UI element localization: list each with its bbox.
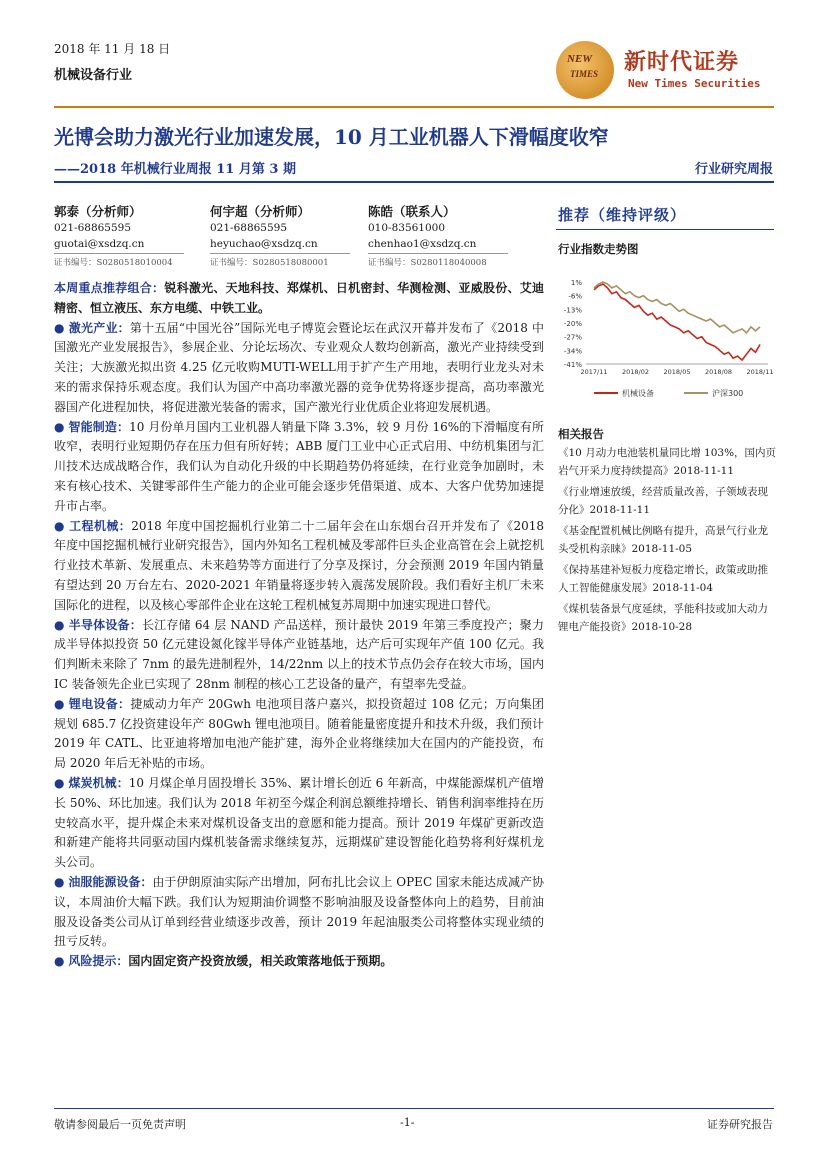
analyst-card	[54, 204, 184, 271]
sidebar-rule	[556, 229, 774, 230]
analyst-email[interactable]: guotai@xsdzq.cn	[54, 238, 145, 250]
related-report-text: 《保持基建补短板力度稳定增长，政策或助推人工智能健康发展》	[558, 564, 768, 594]
related-report-date: 2018-10-28	[631, 621, 693, 633]
related-report-item[interactable]	[558, 522, 778, 558]
y-tick-label: -6%	[568, 292, 582, 301]
bullet-icon: ●	[54, 954, 65, 969]
section-paragraph	[54, 774, 544, 873]
footer-rule	[54, 1108, 774, 1109]
section-label: 工程机械：	[69, 518, 132, 533]
y-tick-label: -41%	[563, 361, 582, 369]
section-text: 10 月煤企单月固投增长 35%、累计增长创近 6 年新高，中煤能源煤机产值增长 50%、环比加速。我们认为 2018 年初至今煤企利润总额维持增长、销售利润率维持在历史较高水平，提升煤企未来对煤机设备支出的意愿和能力提高。预计 2019 年煤矿更新改造和新建产能将共同驱动国内煤机装备需求继续复苏，远期煤矿建设智能化趋势将利好煤机龙头公司。	[54, 775, 544, 870]
analyst-cert: 证书编号：S0280118040008	[368, 253, 508, 271]
page-number: -1-	[400, 1116, 415, 1129]
footer-disclaimer: 敬请参阅最后一页免责声明	[54, 1118, 186, 1131]
related-reports-title: 相关报告	[558, 427, 604, 441]
section-text: 2018 年度中国挖掘机行业第二十二届年会在山东烟台召开并发布了《2018 年度中国挖掘机械行业研究报告》，国内外知名工程机械及零部件巨头企业高管在会上就挖机行业技术革新、发展重点、未来趋势等方面进行了分享及探讨，分会预测 2019 年国内销量有望达到 20 万台左右、2020-2021 年销量将逐步转入震荡发展阶段。我们看好主机厂未来国际化的进程，以及核心零部件企业在这轮工程机械复苏周期中加速实现进口替代。	[54, 518, 544, 612]
section-paragraph	[54, 517, 544, 616]
risk-paragraph	[54, 952, 544, 972]
related-report-item[interactable]	[558, 483, 778, 519]
section-text: 捷威动力年产 20Gwh 电池项目落户嘉兴，拟投资超过 108 亿元；万向集团规划 685.7 亿投资建设年产 80Gwh 锂电池项目。随着能量密度提升和技术升级，我们预计 2019 年 CATL、比亚迪将增加电池产能扩建，海外企业将继续加大在国内的产能投资，布局 2020 年后无补贴的市场。	[54, 696, 544, 771]
y-tick-label: -20%	[563, 320, 582, 328]
rating-recommendation: 推荐（维持评级）	[558, 206, 687, 224]
y-tick-label: -34%	[563, 347, 582, 356]
section-text: 10 月份单月国内工业机器人销量下降 3.3%，较 9 月份 16%的下滑幅度有所收窄，表明行业短期仍存在压力但有所好转；ABB 厦门工业中心正式启用、中纺机集团与汇川技术达成战略合作，我们认为自动化升级的中长期趋势仍将延续，在行业竞争加剧时，未来有核心技术、关键零部件生产能力的企业可能会逐步凭借渠道、成本、大客户优势加速提升市占率。	[54, 419, 544, 513]
focus-paragraph	[54, 279, 544, 319]
section-label: 油服能源设备：	[68, 874, 153, 889]
section-label: 激光产业：	[68, 320, 130, 335]
analyst-phone: 021-68865595	[210, 222, 288, 234]
x-tick-label: 2018/08	[704, 368, 733, 376]
logo-text-times: TIMES	[570, 69, 599, 79]
related-report-date: 2018-11-05	[631, 543, 693, 555]
analyst-cert: 证书编号：S0280518010004	[54, 253, 184, 271]
x-tick-label: 2018/11	[746, 368, 774, 376]
section-paragraph	[54, 319, 544, 418]
section-paragraph	[54, 616, 544, 695]
risk-label: 风险提示：	[68, 954, 129, 969]
analyst-card	[368, 204, 508, 271]
section-paragraph	[54, 695, 544, 774]
section-label: 锂电设备：	[68, 696, 131, 711]
series-line	[594, 284, 760, 360]
index-chart	[556, 276, 778, 406]
section-label: 半导体设备：	[68, 617, 142, 632]
x-tick-label: 2017/11	[580, 368, 608, 376]
x-tick-label: 2018/05	[663, 368, 691, 376]
related-reports-list	[558, 444, 778, 639]
chart-title: 行业指数走势图	[558, 242, 639, 256]
legend-label: 沪深300	[712, 389, 744, 398]
bullet-icon: ●	[54, 518, 65, 533]
risk-text: 国内固定资产投资放缓，相关政策落地低于预期。	[128, 954, 393, 969]
analyst-email[interactable]: chenhao1@xsdzq.cn	[368, 238, 477, 250]
header-rule	[54, 106, 774, 108]
section-text: 长江存储 64 层 NAND 产品送样，预计最快 2019 年第三季度投产；聚力成半导体拟投资 50 亿元建设氮化镓半导体产业链基地，达产后可实现年产值 100 亿元。我们判断未来除了 7nm 的最先进制程外，14/22nm 以上的技术节点仍会存在较大市场，国内 IC 装备领先企业已实现了 28nm 制程的核心工艺设备的量产，有望率先受益。	[54, 617, 544, 691]
related-report-date: 2018-11-04	[652, 582, 714, 594]
report-type: 行业研究周报	[694, 162, 773, 177]
company-name-en: New Times Securities	[628, 77, 761, 90]
y-tick-label: -27%	[563, 333, 582, 342]
related-report-item[interactable]	[558, 600, 778, 636]
related-report-text: 《行业增速放缓，经营质量改善，子领域表现分化》	[558, 486, 768, 516]
related-report-date: 2018-11-11	[673, 465, 735, 477]
analyst-cert: 证书编号：S0280518080001	[210, 253, 350, 271]
title-rule	[54, 181, 774, 183]
logo-text-new: NEW	[567, 53, 593, 65]
company-name: 新时代证券	[624, 49, 740, 75]
analyst-card	[210, 204, 350, 271]
bullet-icon: ●	[54, 320, 65, 335]
analyst-name: 郭泰（分析师）	[54, 204, 142, 219]
focus-label: 本周重点推荐组合：	[54, 281, 165, 295]
analyst-name: 何宇超（分析师）	[210, 204, 311, 219]
bullet-icon: ●	[54, 775, 65, 790]
industry-label: 机械设备行业	[54, 68, 133, 83]
main-body	[54, 279, 544, 972]
analyst-email[interactable]: heyuchao@xsdzq.cn	[210, 238, 318, 250]
section-paragraph	[54, 873, 544, 952]
section-label: 智能制造：	[68, 419, 130, 434]
focus-text: 锐科激光、天地科技、郑煤机、日机密封、华测检测、亚威股份、艾迪精密、恒立液压、东方电缆、中铁工业。	[54, 281, 544, 315]
report-title: 光博会助力激光行业加速发展，10 月工业机器人下滑幅度收窄	[54, 125, 609, 149]
related-report-text: 《10 月动力电池装机量同比增 103%，国内页岩气开采力度持续提高》	[558, 447, 777, 477]
legend-label: 机械设备	[622, 389, 654, 398]
related-report-text: 《基金配置机械比例略有提升，高景气行业龙头受机构亲睐》	[558, 525, 768, 555]
related-report-date: 2018-11-11	[589, 504, 651, 516]
bullet-icon: ●	[54, 874, 65, 889]
section-label: 煤炭机械：	[68, 775, 129, 790]
related-report-item[interactable]	[558, 444, 778, 480]
analyst-phone: 010-83561000	[368, 222, 446, 234]
report-subtitle: ——2018 年机械行业周报 11 月第 3 期	[54, 162, 296, 177]
x-tick-label: 2018/02	[621, 368, 650, 376]
related-report-item[interactable]	[558, 561, 778, 597]
bullet-icon: ●	[54, 419, 65, 434]
y-tick-label: 1%	[570, 279, 582, 287]
bullet-icon: ●	[54, 696, 65, 711]
analyst-phone: 021-68865595	[54, 222, 132, 234]
section-text: 由于伊朗原油实际产出增加，阿布扎比会议上 OPEC 国家未能达成减产协议，本周油价大幅下跌。我们认为短期油价调整不影响油服及设备整体向上的趋势，目前油服及设备类公司从订单到经营业绩逐步改善，预计 2019 年起油服类公司将整体实现业绩的扭亏反转。	[54, 874, 544, 949]
report-date: 2018 年 11 月 18 日	[54, 42, 171, 56]
section-text: 第十五届“中国光谷”国际光电子博览会暨论坛在武汉开幕并发布了《2018 中国激光产业发展报告》，参展企业、分论坛场次、专业观众人数均创新高，激光产业持续受到关注；大族激光拟出资 4.25 亿元收购MUTI-WELL用于扩产生产用地，表明行业龙头对未来的需求保持乐观态度。我们认为国产中高功率激光器的竞争优势将逐步提高，高功率激光器国产化进程加快，将促进激光装备的需求，国产激光行业优质企业将迎发展机遇。	[54, 320, 544, 414]
analyst-name: 陈皓（联系人）	[368, 204, 456, 219]
series-line	[594, 282, 760, 333]
related-report-text: 《煤机装备景气度延续，孚能科技或加大动力锂电产能投资》	[558, 603, 768, 633]
footer-report-type: 证券研究报告	[707, 1118, 773, 1131]
bullet-icon: ●	[54, 617, 65, 632]
section-paragraph	[54, 418, 544, 517]
y-tick-label: -13%	[563, 306, 582, 315]
